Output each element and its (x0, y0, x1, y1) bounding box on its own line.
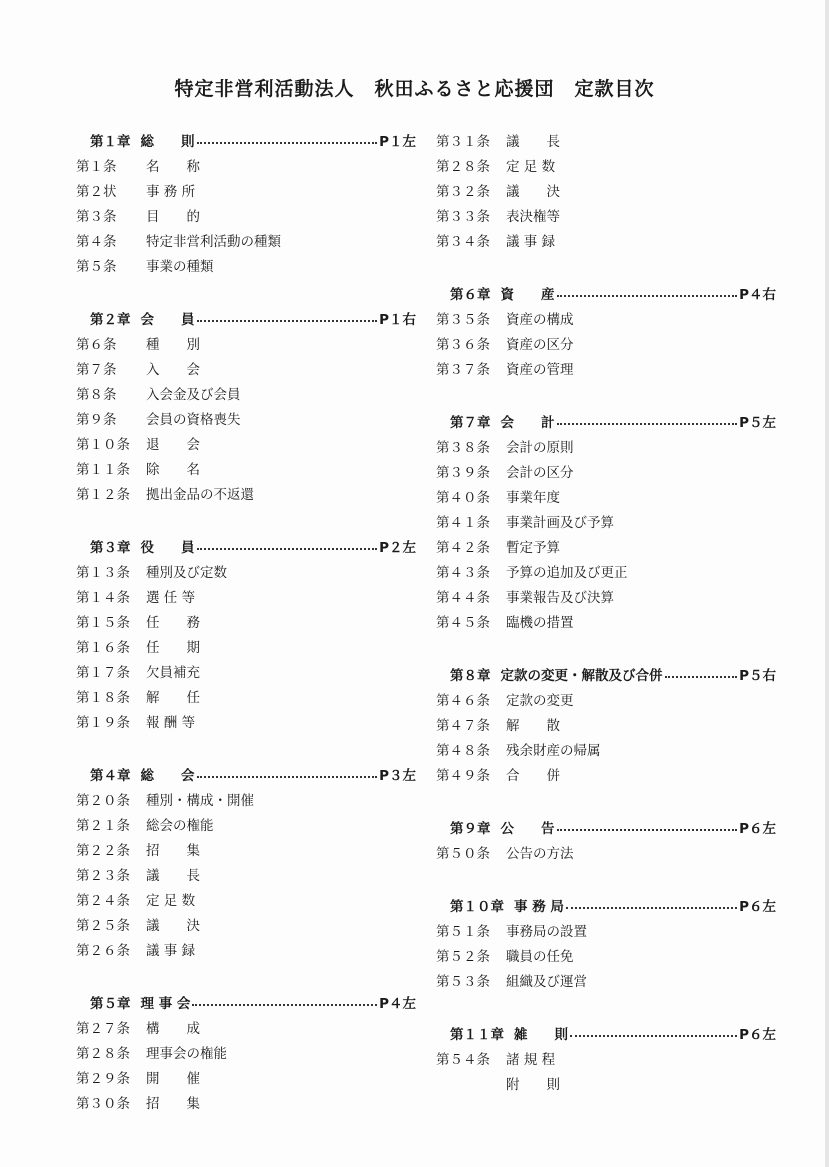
article-title: 表決権等 (506, 208, 560, 225)
article-number: 第１条 (76, 158, 117, 175)
article-title: 招 集 (146, 842, 200, 859)
article-title: 定 足 数 (146, 892, 196, 909)
article-row (76, 811, 416, 836)
chapter-heading (76, 533, 416, 558)
dot-leader (197, 776, 378, 778)
article-number: 第３８条 (436, 439, 490, 456)
article-number: 第５０条 (436, 845, 490, 862)
article-row (436, 686, 776, 711)
article-number: 第１２条 (76, 486, 130, 503)
chapter-page-ref: P６左 (739, 898, 776, 915)
article-title: 議 長 (506, 133, 560, 150)
article-title: 目 的 (146, 208, 200, 225)
article-title: 種別及び定数 (146, 564, 227, 581)
article-row (76, 836, 416, 861)
article-number: 第５３条 (436, 973, 490, 990)
article-title: 諸 規 程 (506, 1051, 556, 1068)
chapter-heading (436, 408, 776, 433)
chapter-number: 第１章 (90, 133, 131, 150)
article-number: 第６条 (76, 336, 117, 353)
chapter-number: 第９章 (450, 820, 491, 837)
chapter-heading (76, 989, 416, 1014)
chapter-section (436, 408, 776, 633)
chapter-page-ref: P３左 (379, 767, 416, 784)
article-row (436, 583, 776, 608)
article-title: 拠出金品の不返還 (146, 486, 254, 503)
article-title: 開 催 (146, 1070, 200, 1087)
chapter-section (436, 127, 776, 252)
article-row (436, 967, 776, 992)
article-title: 資産の管理 (506, 361, 574, 378)
article-number: 第１７条 (76, 664, 130, 681)
article-title: 会計の区分 (506, 464, 574, 481)
article-row (76, 911, 416, 936)
article-title: 定 足 数 (506, 158, 556, 175)
chapter-page-ref: P１右 (379, 311, 416, 328)
article-row (76, 152, 416, 177)
article-number: 第２７条 (76, 1020, 130, 1037)
article-title: 会計の原則 (506, 439, 574, 456)
article-title: 附 則 (506, 1076, 560, 1093)
article-number: 第５１条 (436, 923, 490, 940)
chapter-heading (76, 127, 416, 152)
article-title: 議 長 (146, 867, 200, 884)
article-number: 第４９条 (436, 767, 490, 784)
article-row (76, 633, 416, 658)
chapter-number: 第６章 (450, 286, 491, 303)
dot-leader (197, 142, 378, 144)
article-row (76, 355, 416, 380)
article-row (436, 558, 776, 583)
article-number: 第４３条 (436, 564, 490, 581)
dot-leader (557, 295, 738, 297)
chapter-number: 第３章 (90, 539, 131, 556)
article-title: 公告の方法 (506, 845, 574, 862)
article-title: 事 務 所 (146, 183, 196, 200)
article-title: 種 別 (146, 336, 200, 353)
article-title: 解 任 (146, 689, 200, 706)
chapter-title: 会 計 (500, 414, 555, 431)
article-title: 退 会 (146, 436, 200, 453)
chapter-page-ref: P４右 (739, 286, 776, 303)
article-title: 理事会の権能 (146, 1045, 227, 1062)
article-number: 第３９条 (436, 464, 490, 481)
chapter-page-ref: P５右 (739, 667, 776, 684)
dot-leader (566, 907, 737, 909)
article-number: 第１８条 (76, 689, 130, 706)
article-row (436, 508, 776, 533)
article-title: 会員の資格喪失 (146, 411, 241, 428)
chapter-heading (436, 280, 776, 305)
chapter-title: 定款の変更・解散及び合併 (500, 667, 663, 684)
article-row (76, 1014, 416, 1039)
article-number: 第１４条 (76, 589, 130, 606)
chapter-page-ref: P１左 (379, 133, 416, 150)
chapter-title: 会 員 (140, 311, 195, 328)
chapter-page-ref: P２左 (379, 539, 416, 556)
article-number: 第１３条 (76, 564, 130, 581)
article-title: 事業年度 (506, 489, 560, 506)
article-number: 第５４条 (436, 1051, 490, 1068)
chapter-section (436, 661, 776, 786)
article-number: 第４１条 (436, 514, 490, 531)
article-number: 第２９条 (76, 1070, 130, 1087)
article-title: 任 期 (146, 639, 200, 656)
article-row (436, 917, 776, 942)
article-number: 第３１条 (436, 133, 490, 150)
article-row (436, 433, 776, 458)
chapter-number: 第１０章 (450, 898, 504, 915)
article-row (76, 430, 416, 455)
article-number: 第１９条 (76, 714, 130, 731)
article-number: 第３２条 (436, 183, 490, 200)
article-number: 第８条 (76, 386, 117, 403)
page-title: 特定非営利活動法人 秋田ふるさと応援団 定款目次 (174, 78, 655, 100)
chapter-section (76, 305, 416, 505)
article-row (76, 861, 416, 886)
article-title: 定款の変更 (506, 692, 574, 709)
article-number: 第２状 (76, 183, 117, 200)
article-row (76, 455, 416, 480)
chapter-heading (436, 1020, 776, 1045)
article-title: 資産の構成 (506, 311, 574, 328)
article-number: 第２６条 (76, 942, 130, 959)
page-edge-shadow (825, 0, 829, 1167)
article-row (436, 761, 776, 786)
article-number: 第２１条 (76, 817, 130, 834)
article-row (76, 405, 416, 430)
article-row (436, 355, 776, 380)
article-number: 第２４条 (76, 892, 130, 909)
article-title: 事業の種類 (146, 258, 214, 275)
article-row (436, 1045, 776, 1070)
article-number: 第３０条 (76, 1095, 130, 1112)
article-row (76, 1039, 416, 1064)
article-row (76, 708, 416, 733)
article-row (436, 942, 776, 967)
dot-leader (557, 829, 738, 831)
article-row (76, 886, 416, 911)
article-title: 資産の区分 (506, 336, 574, 353)
article-title: 暫定予算 (506, 539, 560, 556)
chapter-number: 第４章 (90, 767, 131, 784)
chapter-number: 第５章 (90, 995, 131, 1012)
article-title: 予算の追加及び更正 (506, 564, 628, 581)
article-number: 第１０条 (76, 436, 130, 453)
article-row (436, 736, 776, 761)
chapter-heading (436, 661, 776, 686)
article-row (436, 483, 776, 508)
chapter-title: 総 則 (140, 133, 195, 150)
article-number: 第４５条 (436, 614, 490, 631)
article-number: 第４４条 (436, 589, 490, 606)
article-row (436, 839, 776, 864)
article-row (436, 227, 776, 252)
article-row (76, 683, 416, 708)
article-number: 第３４条 (436, 233, 490, 250)
article-title: 事業計画及び予算 (506, 514, 614, 531)
article-title: 合 併 (506, 767, 560, 784)
chapter-section (76, 127, 416, 277)
article-row (436, 202, 776, 227)
article-title: 議 事 録 (146, 942, 196, 959)
dot-leader (570, 1035, 737, 1037)
chapter-page-ref: P５左 (739, 414, 776, 431)
article-title: 除 名 (146, 461, 200, 478)
article-number: 第３７条 (436, 361, 490, 378)
article-number: 第４６条 (436, 692, 490, 709)
article-title: 議 事 録 (506, 233, 556, 250)
article-number: 第５条 (76, 258, 117, 275)
article-title: 解 散 (506, 717, 560, 734)
chapter-heading (436, 892, 776, 917)
article-row (76, 1089, 416, 1114)
chapter-page-ref: P６左 (739, 820, 776, 837)
chapter-section (436, 814, 776, 864)
article-title: 議 決 (506, 183, 560, 200)
article-row (76, 330, 416, 355)
article-number: 第４８条 (436, 742, 490, 759)
dot-leader (197, 320, 378, 322)
article-row (436, 330, 776, 355)
article-title: 構 成 (146, 1020, 200, 1037)
article-row (76, 786, 416, 811)
article-number: 第１５条 (76, 614, 130, 631)
article-number: 第７条 (76, 361, 117, 378)
article-number: 第９条 (76, 411, 117, 428)
article-row (76, 202, 416, 227)
article-title: 職員の任免 (506, 948, 574, 965)
article-number: 第１６条 (76, 639, 130, 656)
article-number: 第３５条 (436, 311, 490, 328)
article-row (436, 305, 776, 330)
article-row (76, 936, 416, 961)
article-row (76, 1064, 416, 1089)
article-number: 第３６条 (436, 336, 490, 353)
dot-leader (557, 423, 738, 425)
article-title: 議 決 (146, 917, 200, 934)
article-number: 第２８条 (76, 1045, 130, 1062)
article-title: 報 酬 等 (146, 714, 196, 731)
article-row (436, 1070, 776, 1095)
article-row (76, 608, 416, 633)
toc-right-column (436, 127, 776, 1123)
chapter-title: 総 会 (140, 767, 195, 784)
chapter-section (76, 761, 416, 961)
chapter-section (76, 533, 416, 733)
article-title: 選 任 等 (146, 589, 196, 606)
chapter-number: 第１１章 (450, 1026, 504, 1043)
article-row (436, 533, 776, 558)
chapter-heading (76, 761, 416, 786)
article-row (436, 458, 776, 483)
article-row (76, 252, 416, 277)
article-row (436, 608, 776, 633)
article-title: 臨機の措置 (506, 614, 574, 631)
chapter-number: 第２章 (90, 311, 131, 328)
article-row (76, 658, 416, 683)
chapter-title: 役 員 (140, 539, 195, 556)
article-title: 事業報告及び決算 (506, 589, 614, 606)
article-number: 第３３条 (436, 208, 490, 225)
dot-leader (197, 548, 378, 550)
chapter-number: 第８章 (450, 667, 491, 684)
chapter-page-ref: P６左 (739, 1026, 776, 1043)
article-row (76, 583, 416, 608)
dot-leader (665, 676, 738, 678)
article-number: 第２０条 (76, 792, 130, 809)
article-title: 総会の権能 (146, 817, 214, 834)
article-number: 第２３条 (76, 867, 130, 884)
article-title: 入会金及び会員 (146, 386, 241, 403)
article-number: 第１１条 (76, 461, 130, 478)
article-title: 招 集 (146, 1095, 200, 1112)
toc-left-column (76, 127, 416, 1142)
article-number: 第２２条 (76, 842, 130, 859)
article-row (76, 177, 416, 202)
article-row (76, 227, 416, 252)
article-row (76, 558, 416, 583)
chapter-section (76, 989, 416, 1114)
article-row (76, 480, 416, 505)
article-title: 残余財産の帰属 (506, 742, 601, 759)
article-number: 第４０条 (436, 489, 490, 506)
article-number: 第４７条 (436, 717, 490, 734)
dot-leader (192, 1004, 377, 1006)
article-number: 第２５条 (76, 917, 130, 934)
chapter-section (436, 1020, 776, 1095)
chapter-title: 理 事 会 (140, 995, 191, 1012)
article-row (436, 127, 776, 152)
chapter-page-ref: P４左 (379, 995, 416, 1012)
chapter-number: 第７章 (450, 414, 491, 431)
article-title: 特定非営利活動の種類 (146, 233, 281, 250)
article-title: 欠員補充 (146, 664, 200, 681)
chapter-section (436, 280, 776, 380)
article-title: 名 称 (146, 158, 200, 175)
chapter-title: 事 務 局 (514, 898, 564, 915)
article-title: 入 会 (146, 361, 200, 378)
article-number: 第４条 (76, 233, 117, 250)
chapter-heading (436, 814, 776, 839)
chapter-heading (76, 305, 416, 330)
article-title: 任 務 (146, 614, 200, 631)
article-row (76, 380, 416, 405)
article-row (436, 711, 776, 736)
chapter-title: 公 告 (500, 820, 555, 837)
chapter-title: 資 産 (500, 286, 555, 303)
article-row (436, 152, 776, 177)
article-row (436, 177, 776, 202)
article-title: 事務局の設置 (506, 923, 587, 940)
article-number: 第２８条 (436, 158, 490, 175)
article-title: 種別・構成・開催 (146, 792, 254, 809)
chapter-title: 雑 則 (514, 1026, 568, 1043)
article-number: 第５２条 (436, 948, 490, 965)
article-number: 第４２条 (436, 539, 490, 556)
article-title: 組織及び運営 (506, 973, 587, 990)
article-number: 第３条 (76, 208, 117, 225)
chapter-section (436, 892, 776, 992)
